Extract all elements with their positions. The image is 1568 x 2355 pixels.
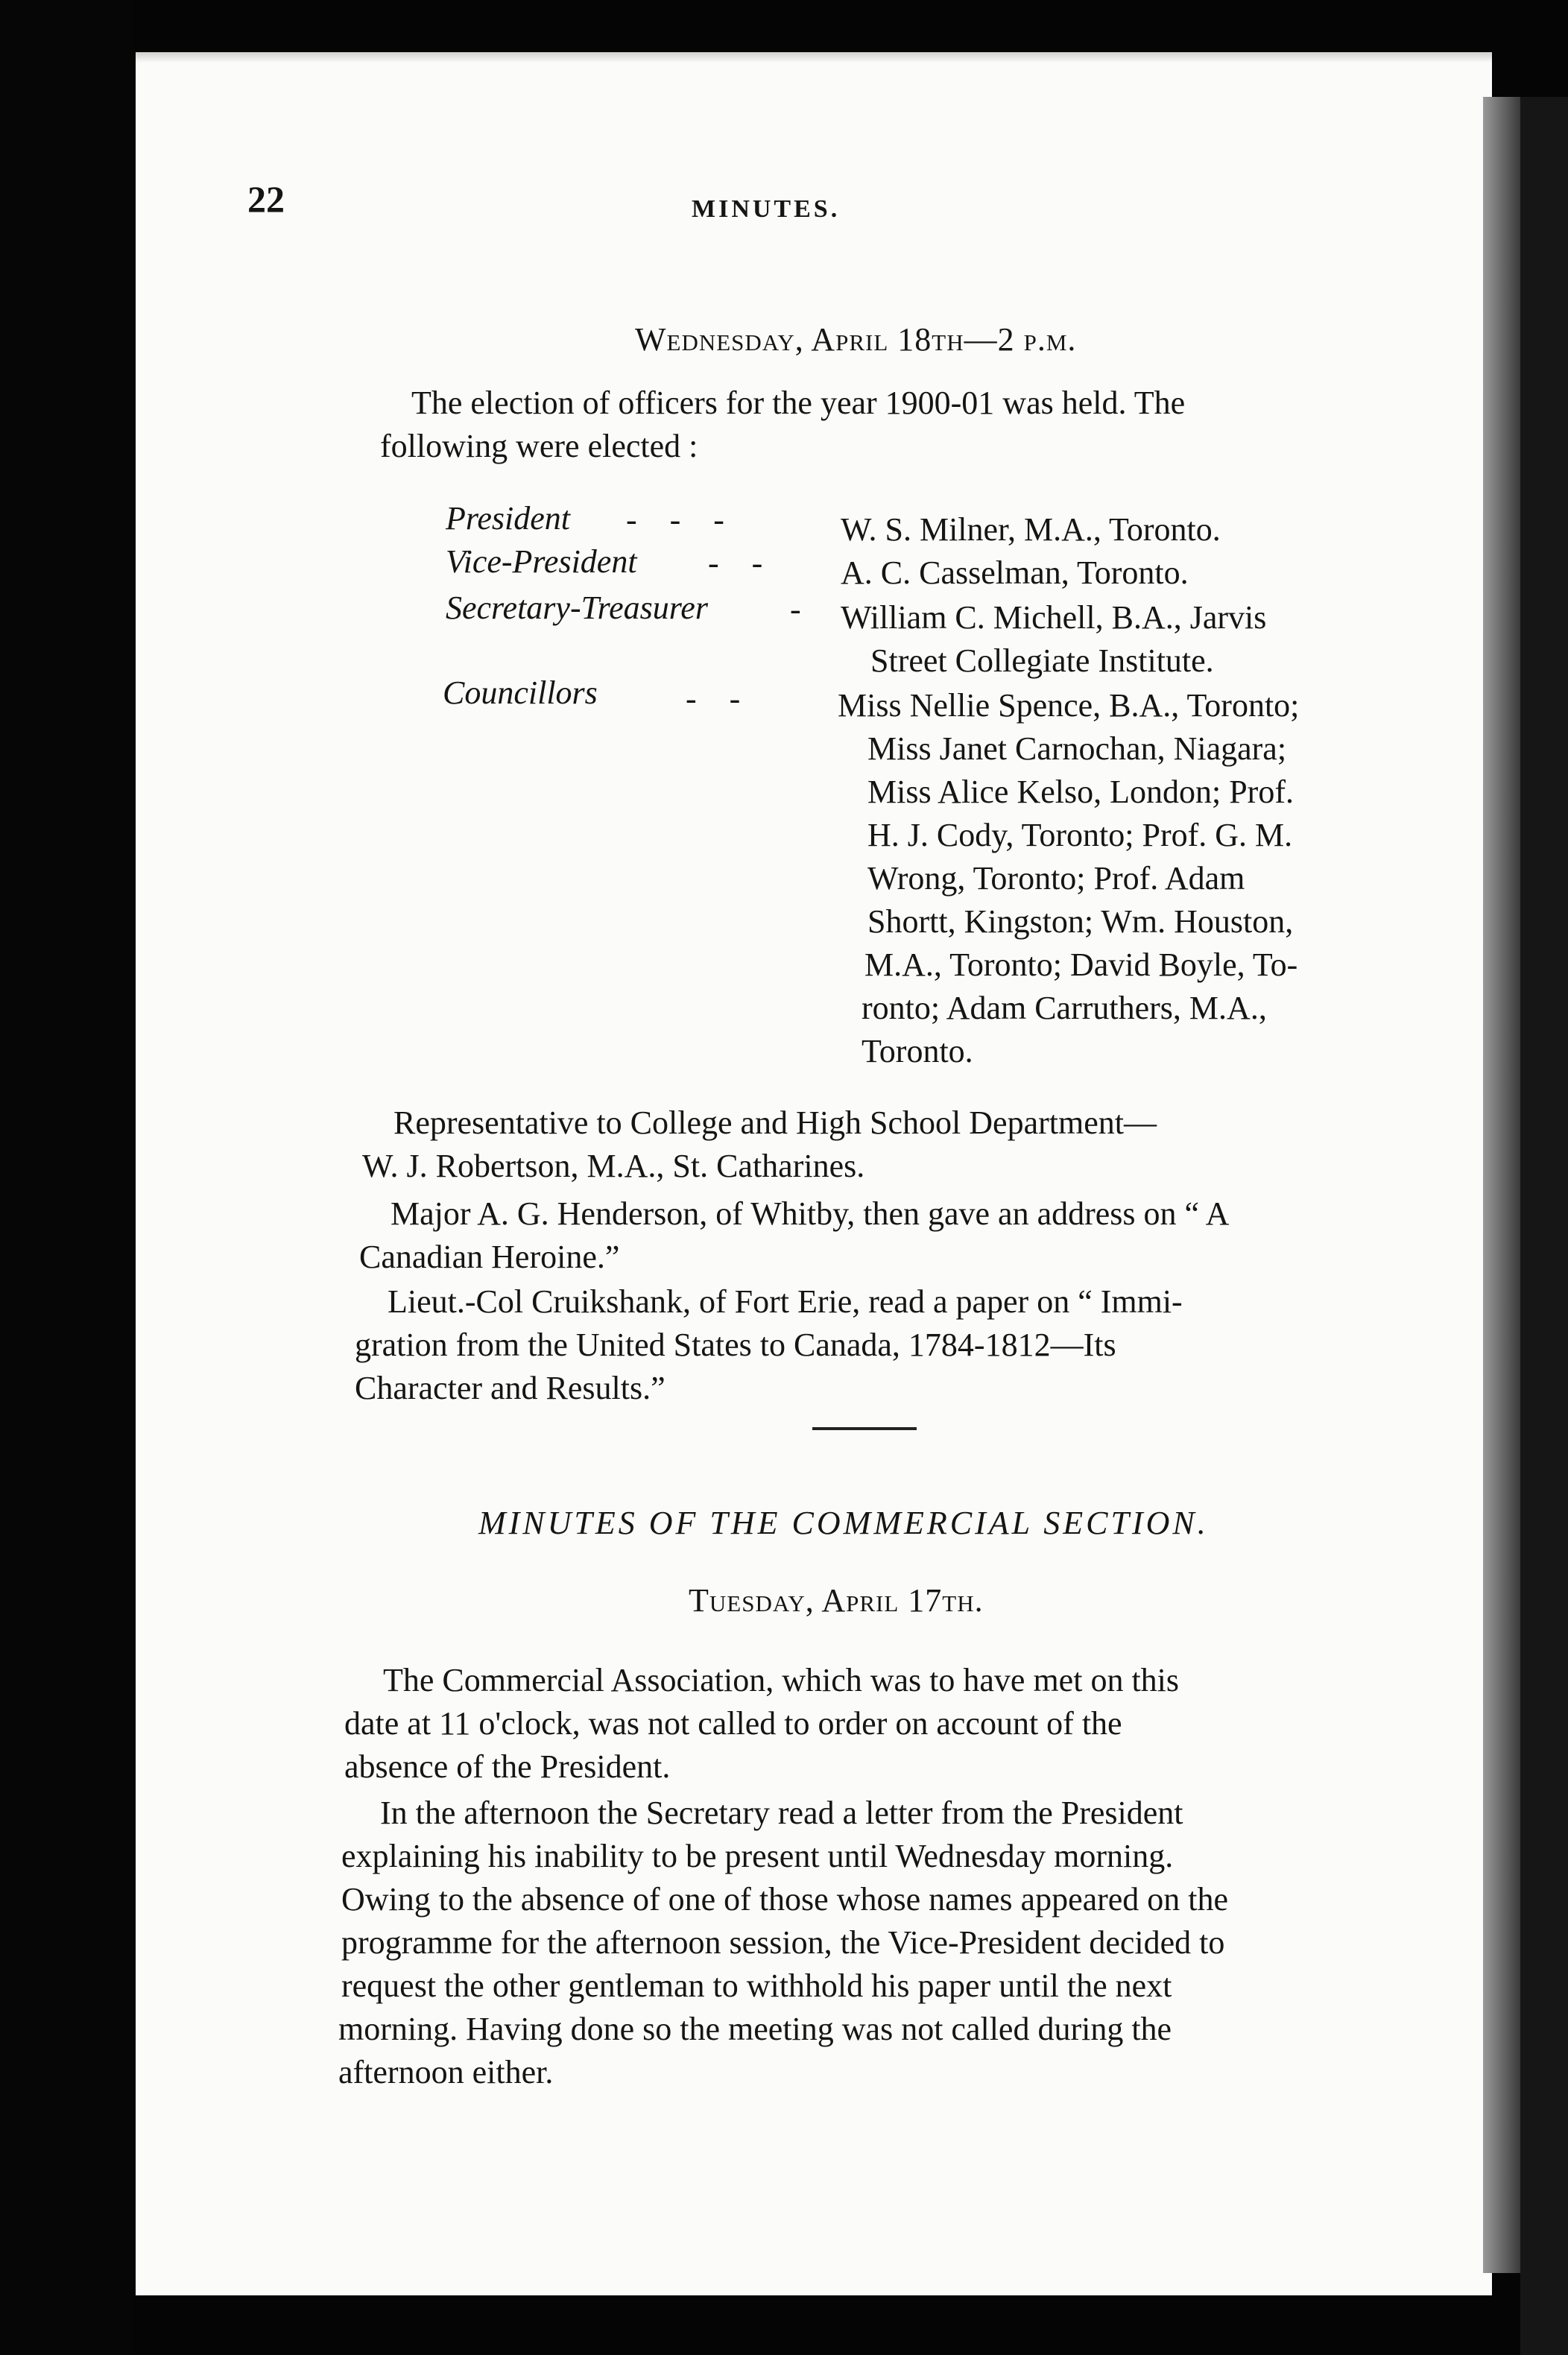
page-number: 22 <box>247 178 285 220</box>
councillor-line: M.A., Toronto; David Boyle, To- <box>864 946 1298 983</box>
officer-vice-president-name: A. C. Casselman, Toronto. <box>841 554 1189 591</box>
councillor-line: H. J. Cody, Toronto; Prof. G. M. <box>867 817 1293 853</box>
page-edge-shadow <box>1483 97 1520 2273</box>
councillor-line: Miss Janet Carnochan, Niagara; <box>867 730 1287 767</box>
running-title: MINUTES. <box>692 195 841 223</box>
commercial-para2-line: Owing to the absence of one of those whose names appeared on the <box>341 1881 1229 1918</box>
commercial-para2-line: In the afternoon the Secretary read a letter from the President <box>380 1795 1183 1831</box>
officer-president-name: W. S. Milner, M.A., Toronto. <box>841 511 1221 548</box>
councillor-line: Miss Alice Kelso, London; Prof. <box>867 774 1294 810</box>
councillor-line: Shortt, Kingston; Wm. Houston, <box>867 903 1294 940</box>
henderson-line1: Major A. G. Henderson, of Whitby, then gave an address on “ A <box>391 1195 1230 1232</box>
election-intro-line2: following were elected : <box>380 428 698 464</box>
commercial-para2-line: request the other gentleman to withhold his paper until the next <box>341 1967 1172 2004</box>
commercial-para2-line: afternoon either. <box>338 2054 554 2090</box>
representative-line1: Representative to College and High School Department— <box>393 1104 1157 1141</box>
commercial-section-title: MINUTES OF THE COMMERCIAL SECTION. <box>478 1505 1209 1541</box>
councillor-line: Toronto. <box>862 1033 973 1069</box>
role-councillors: Councillors <box>443 674 598 711</box>
councillor-line: ronto; Adam Carruthers, M.A., <box>862 990 1267 1026</box>
cruikshank-line3: Character and Results.” <box>355 1370 666 1406</box>
role-councillors-dashes: - - <box>686 680 741 717</box>
councillor-line: Wrong, Toronto; Prof. Adam <box>867 860 1245 897</box>
councillor-line: Miss Nellie Spence, B.A., Toronto; <box>838 687 1300 724</box>
role-secretary-treasurer-dashes: - <box>790 591 801 628</box>
role-vice-president-dashes: - - <box>708 545 763 581</box>
role-secretary-treasurer: Secretary-Treasurer <box>446 589 708 626</box>
officer-secretary-name-line2: Street Collegiate Institute. <box>870 642 1214 679</box>
cruikshank-line2: gration from the United States to Canada, 1784-1812—Its <box>355 1327 1116 1363</box>
commercial-para2-line: programme for the afternoon session, the Vice-President decided to <box>341 1924 1225 1961</box>
wednesday-heading: Wednesday, April 18th—2 p.m. <box>635 321 1077 358</box>
scan-border-left <box>0 0 134 2355</box>
section-divider-rule <box>812 1427 917 1430</box>
commercial-para1-line: absence of the President. <box>344 1748 671 1785</box>
cruikshank-line1: Lieut.-Col Cruikshank, of Fort Erie, read a paper on “ Immi- <box>388 1283 1183 1320</box>
role-president-dashes: - - - <box>626 502 724 538</box>
election-intro-line1: The election of officers for the year 1900-01 was held. The <box>411 385 1186 421</box>
representative-line2: W. J. Robertson, M.A., St. Catharines. <box>362 1148 865 1184</box>
henderson-line2: Canadian Heroine.” <box>359 1239 620 1275</box>
role-vice-president: Vice-President <box>446 543 637 580</box>
commercial-para1-line: The Commercial Association, which was to have met on this <box>383 1662 1180 1698</box>
commercial-para2-line: morning. Having done so the meeting was not called during the <box>338 2011 1172 2047</box>
scan-border-right <box>1520 97 1568 2355</box>
commercial-para2-line: explaining his inability to be present until Wednesday morning. <box>341 1838 1174 1874</box>
officer-secretary-name-line1: William C. Michell, B.A., Jarvis <box>841 599 1267 636</box>
tuesday-heading: Tuesday, April 17th. <box>689 1582 984 1619</box>
role-president: President <box>446 500 570 537</box>
commercial-para1-line: date at 11 o'clock, was not called to order on account of the <box>344 1705 1122 1742</box>
